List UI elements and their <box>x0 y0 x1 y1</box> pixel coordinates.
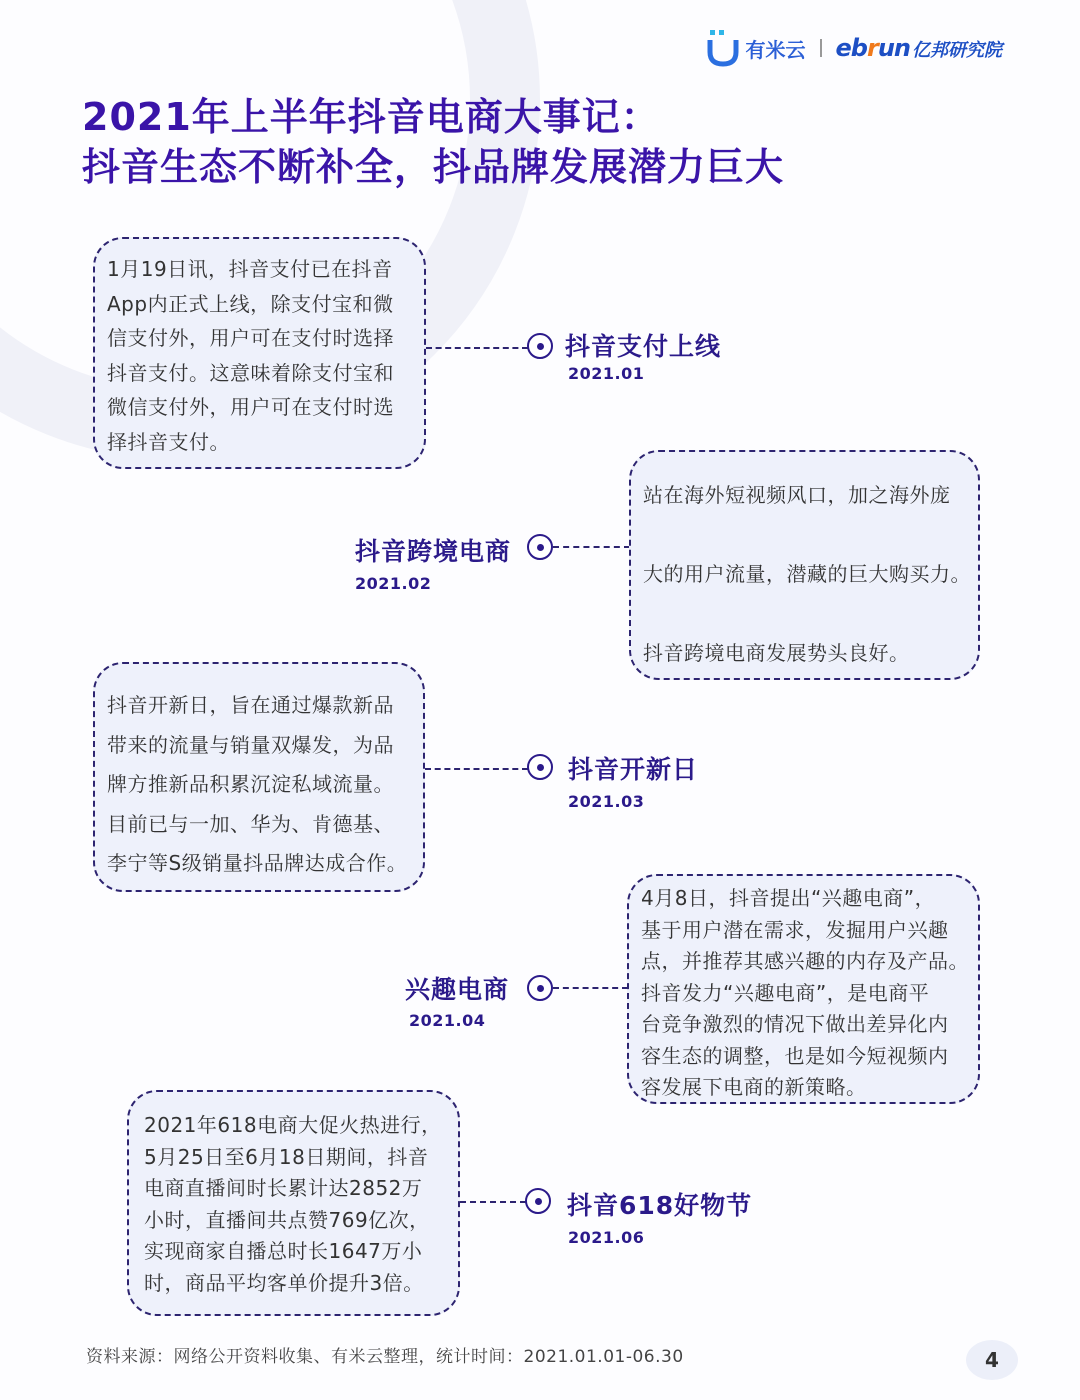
connector-line <box>460 1201 526 1203</box>
footer-source: 资料来源：网络公开资料收集、有米云整理，统计时间：2021.01.01-06.30 <box>86 1347 684 1367</box>
header-logos <box>706 26 1002 70</box>
youmi-logo <box>706 28 806 68</box>
ebrun-logo-text: 亿邦研究院 <box>912 40 1002 61</box>
event-date-newday: 2021.03 <box>568 792 645 811</box>
card-line: 容生态的调整，也是如今短视频内 <box>641 1043 949 1068</box>
card-line: 电商直播间时长累计达2852万 <box>144 1176 423 1200</box>
connector-line <box>425 768 528 770</box>
event-card-618 <box>127 1090 460 1316</box>
page-number: 4 <box>966 1340 1018 1380</box>
logo-divider <box>820 39 822 57</box>
page-title-line2: 抖音生态不断补全，抖品牌发展潜力巨大 <box>82 145 785 189</box>
event-card-payment <box>93 237 426 469</box>
ebrun-logo-mark: ebrun <box>835 34 910 62</box>
timeline-marker-icon <box>527 754 553 780</box>
event-date-crossborder: 2021.02 <box>355 574 432 593</box>
card-line: 容发展下电商的新策略。 <box>641 1075 867 1099</box>
ebrun-logo <box>836 34 1002 62</box>
event-date-interest: 2021.04 <box>409 1011 486 1030</box>
event-card-newday <box>93 662 425 892</box>
card-line: 大的用户流量，潜藏的巨大购买力。 <box>643 562 971 586</box>
card-line: 带来的流量与销量双爆发，为品 <box>107 732 394 757</box>
card-line: 4月8日，抖音提出“兴趣电商”， <box>641 886 936 910</box>
event-card-crossborder <box>629 450 980 680</box>
card-line: 实现商家自播总时长1647万小 <box>144 1239 423 1263</box>
card-line: 5月25日至6月18日期间，抖音 <box>144 1144 429 1169</box>
event-title-newday: 抖音开新日 <box>568 755 699 784</box>
card-line: 牌方推新品积累沉淀私域流量。 <box>107 772 394 796</box>
connector-line <box>426 347 528 349</box>
timeline-marker-icon <box>527 975 553 1001</box>
card-line: 李宁等S级销量抖品牌达成合作。 <box>107 851 408 875</box>
youmi-logo-icon <box>706 28 740 68</box>
card-line: 点，并推荐其感兴趣的内存及产品。 <box>641 949 969 973</box>
card-line: 抖音支付。这意味着除支付宝和 <box>107 360 394 385</box>
event-card-interest <box>627 874 980 1104</box>
page-title <box>82 92 784 192</box>
card-line: 基于用户潜在需求，发掘用户兴趣 <box>641 917 949 942</box>
event-date-618: 2021.06 <box>568 1228 645 1247</box>
card-line: 2021年618电商大促火热进行， <box>144 1113 442 1137</box>
event-title-crossborder: 抖音跨境电商 <box>355 537 512 566</box>
event-date-payment: 2021.01 <box>568 364 645 383</box>
youmi-logo-text: 有米云 <box>745 37 806 62</box>
event-title-payment: 抖音支付上线 <box>565 332 722 361</box>
page-title-line1: 2021年上半年抖音电商大事记： <box>82 95 660 139</box>
event-title-interest: 兴趣电商 <box>405 975 510 1004</box>
card-line: 站在海外短视频风口，加之海外庞 <box>643 483 951 507</box>
card-line: 抖音发力“兴趣电商”，是电商平 <box>641 980 930 1005</box>
connector-line <box>553 987 628 989</box>
timeline-marker-icon <box>527 534 553 560</box>
card-line: 微信支付外，用户可在支付时选 <box>107 395 394 419</box>
timeline-marker-icon <box>525 1188 551 1214</box>
card-line: 择抖音支付。 <box>107 429 230 454</box>
connector-line <box>553 546 630 548</box>
card-line: 时，商品平均客单价提升3倍。 <box>144 1270 424 1295</box>
event-title-618: 抖音618好物节 <box>567 1191 753 1220</box>
card-line: 小时，直播间共点赞769亿次， <box>144 1207 430 1232</box>
card-line: 目前已与一加、华为、肯德基、 <box>107 811 394 836</box>
card-line: 1月19日讯，抖音支付已在抖音 <box>107 257 393 281</box>
card-line: App内正式上线，除支付宝和微 <box>107 291 394 316</box>
timeline-marker-icon <box>527 333 553 359</box>
card-line: 抖音开新日，旨在通过爆款新品 <box>107 693 394 717</box>
card-line: 台竞争激烈的情况下做出差异化内 <box>641 1012 949 1036</box>
card-line: 信支付外，用户可在支付时选择 <box>107 326 394 350</box>
card-line: 抖音跨境电商发展势头良好。 <box>643 641 910 665</box>
